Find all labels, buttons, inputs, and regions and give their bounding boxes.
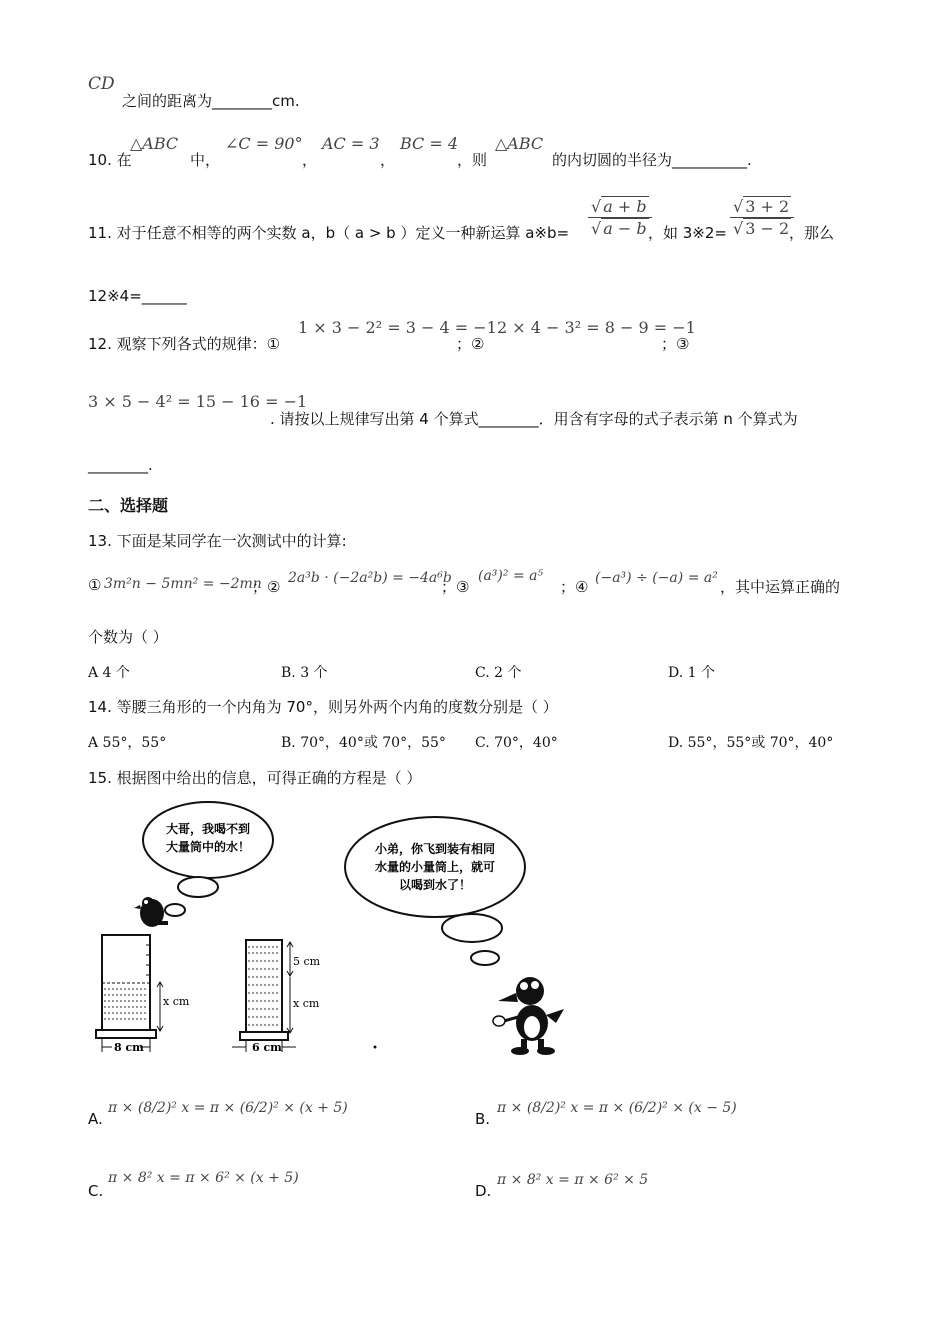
bubble1-line1: 大哥，我喝不到 (165, 822, 251, 836)
q13-e3: (a³)² = a⁵ (478, 568, 544, 584)
q10-tri2: △ABC (495, 134, 544, 153)
q12-eq3: 3 × 5 − 4² = 15 − 16 = −1 (88, 392, 308, 411)
bubble-1-dot-1 (178, 877, 218, 897)
q13-option-c[interactable]: C. 2 个 (475, 665, 522, 681)
q11-frac1: $\frac{√ a + b}{√ a - b}$ (588, 197, 652, 238)
q15-option-a-eq: π × (8/2)² x = π × (6/2)² × (x + 5) (108, 1100, 348, 1116)
label-5cm: 5 cm (293, 955, 321, 968)
q10-c3: ，则 (457, 151, 488, 169)
bubble1-line2: 大量筒中的水！ (165, 840, 251, 854)
q10-num: 10. 在 (88, 151, 132, 169)
q14-option-d[interactable]: D. 55°，55°或 70°，40° (668, 735, 834, 751)
small-cylinder (240, 940, 321, 1040)
q11-frac1-num: a + b (603, 197, 647, 216)
q11-frac1-den: a − b (603, 219, 647, 238)
q13-e1: 3m²n − 5mn² = −2mn (104, 576, 262, 592)
crow-large-icon (493, 977, 564, 1055)
q9-cd: CD (88, 74, 115, 94)
q11-frac2-den: 3 − 2 (745, 219, 790, 238)
q15-option-c-eq: π × 8² x = π × 6² × (x + 5) (108, 1170, 299, 1186)
q12-intro: 12. 观察下列各式的规律：① (88, 335, 281, 353)
q15-stem: 15. 根据图中给出的信息，可得正确的方程是（ ） (88, 769, 422, 787)
q13-c4: ；④ (560, 578, 589, 596)
q10-bc: BC = 4 (400, 134, 459, 153)
q13-line2: 个数为（ ） (88, 628, 168, 646)
bubble-2-dot-1 (442, 914, 502, 942)
q12-eq2: 2 × 4 − 3² = 8 − 9 = −1 (497, 318, 696, 337)
large-cylinder (96, 935, 190, 1038)
q12-text: . 请按以上规律写出第 4 个算式________．用含有字母的式子表示第 n 个算式为 (270, 410, 798, 428)
q13-option-d[interactable]: D. 1 个 (668, 665, 715, 681)
q15-option-c[interactable]: C. (88, 1182, 104, 1200)
q10-tail: 的内切圆的半径为__________. (552, 151, 752, 169)
crow-small-icon (134, 897, 168, 927)
q13-tail: ，其中运算正确的 (720, 578, 841, 596)
q12-blank: ________. (88, 456, 153, 474)
label-x-small: x cm (293, 997, 320, 1010)
label-x-large: x cm (163, 995, 190, 1008)
q15-option-d[interactable]: D. (475, 1182, 492, 1200)
q13-option-b[interactable]: B. 3 个 (281, 665, 328, 681)
q12-eq1: 1 × 3 − 2² = 3 − 4 = −1 (298, 318, 497, 337)
bubble2-line3: 以喝到水了！ (398, 878, 472, 892)
q15-option-b-eq: π × (8/2)² x = π × (6/2)² × (x − 5) (497, 1100, 737, 1116)
q13-e4: (−a³) ÷ (−a) = a² (595, 570, 718, 586)
q11-frac2: $\frac{√ 3 + 2}{√ 3 - 2}$ (730, 197, 794, 238)
q11-frac2-num: 3 + 2 (745, 197, 790, 216)
q11-line2: 12※4=______ (88, 287, 187, 305)
q9-text: 之间的距离为________cm. (122, 92, 300, 110)
q11-text3: ，那么 (789, 224, 835, 242)
q13-stem: 13. 下面是某同学在一次测试中的计算: (88, 532, 347, 550)
q15-option-d-eq: π × 8² x = π × 6² × 5 (497, 1172, 649, 1188)
bubble-2-dot-2 (471, 951, 499, 965)
q15-figure (80, 795, 600, 1065)
q10-tri1: △ABC (130, 134, 179, 153)
section-title: 二、选择题 (88, 496, 169, 515)
bubble2-line1: 小弟，你飞到装有相同 (374, 842, 496, 856)
q12-sep1: ；② (456, 335, 485, 353)
q13-c3: ；③ (441, 578, 470, 596)
q10-c2: ， (380, 151, 396, 169)
q14-option-b[interactable]: B. 70°，40°或 70°，55° (281, 735, 446, 751)
q10-angle: ∠C = 90° (225, 134, 303, 153)
q10-mid1: 中， (190, 151, 221, 169)
q12-sep2: ；③ (661, 335, 690, 353)
label-8cm: 8 cm (114, 1041, 144, 1054)
label-6cm: 6 cm (252, 1041, 282, 1054)
q10-c1: ， (302, 151, 318, 169)
q11-text1: 11. 对于任意不相等的两个实数 a，b（ a > b ）定义一种新运算 a※b= (88, 224, 570, 242)
q14-option-c[interactable]: C. 70°，40° (475, 735, 558, 751)
q10-ac: AC = 3 (322, 134, 380, 153)
bubble2-line2: 水量的小量筒上，就可 (374, 860, 496, 874)
q15-option-b[interactable]: B. (475, 1110, 491, 1128)
q13-option-a[interactable]: A 4 个 (88, 665, 130, 681)
bubble-1-dot-2 (165, 904, 185, 916)
q11-text2: ，如 3※2= (648, 224, 727, 242)
q13-c2: ；② (252, 578, 281, 596)
q13-e2: 2a³b · (−2a²b) = −4a⁶b (288, 570, 452, 586)
q14-option-a[interactable]: A 55°，55° (88, 735, 167, 751)
q14-stem: 14. 等腰三角形的一个内角为 70°，则另外两个内角的度数分别是（ ） (88, 698, 558, 716)
q13-c1: ① (88, 576, 102, 594)
q15-option-a[interactable]: A. (88, 1110, 103, 1128)
